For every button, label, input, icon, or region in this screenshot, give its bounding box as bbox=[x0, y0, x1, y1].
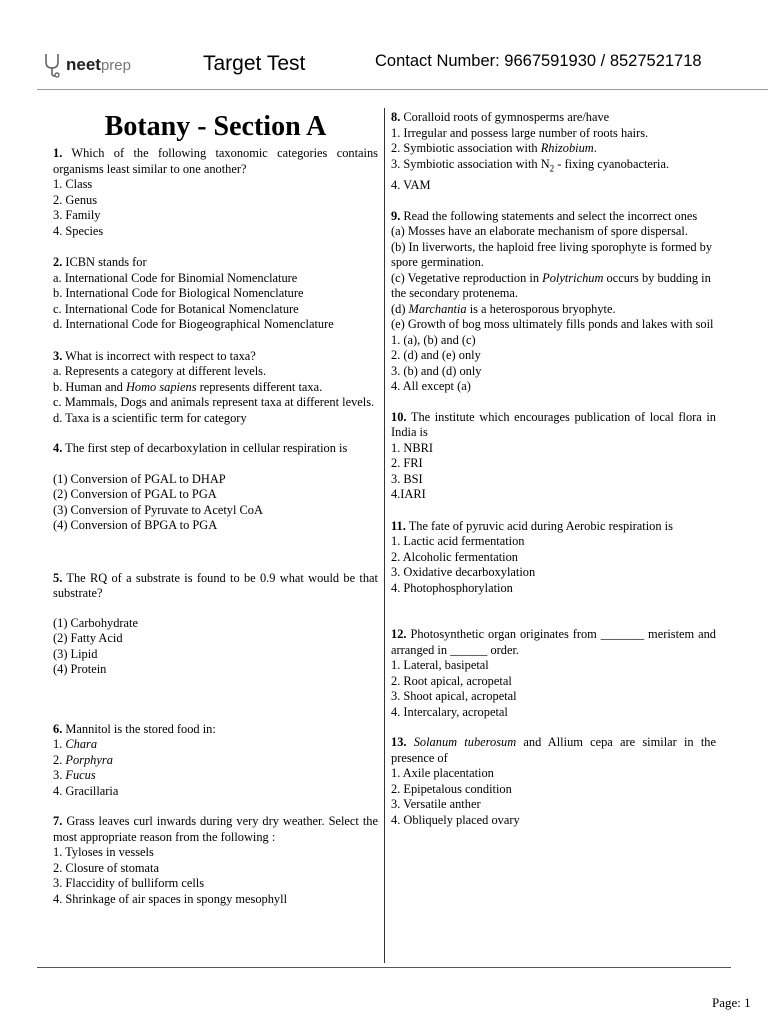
question-number: 3. bbox=[53, 348, 63, 363]
question-stem: Mannitol is the stored food in: bbox=[65, 721, 216, 736]
option: 2. (d) and (e) only bbox=[391, 348, 481, 363]
statement: (e) Growth of bog moss ultimately fills ponds and lakes with soil bbox=[391, 317, 714, 332]
statement: (a) Mosses have an elaborate mechanism of spore dispersal. bbox=[391, 224, 688, 239]
option: 1. Irregular and possess large number of roots hairs. bbox=[391, 125, 649, 140]
question-12 bbox=[391, 627, 716, 720]
question-13 bbox=[391, 735, 716, 828]
question-text bbox=[391, 410, 716, 441]
option: 1. NBRI bbox=[391, 440, 433, 455]
question-9 bbox=[391, 209, 716, 395]
question-4 bbox=[53, 441, 378, 534]
option: 2. Epipetalous condition bbox=[391, 781, 512, 796]
question-number: 10. bbox=[391, 409, 407, 424]
option-text: 3. Symbiotic association with N bbox=[391, 156, 550, 171]
option-text: b. Human and bbox=[53, 379, 126, 394]
statement bbox=[391, 302, 716, 318]
section-title: Botany - Section A bbox=[104, 111, 327, 142]
option: d. International Code for Biogeographical Nomenclature bbox=[53, 317, 334, 331]
question-stem: Photosynthetic organ originates from _______ meristem and arranged in ______ order. bbox=[391, 627, 716, 657]
option: 4. Intercalary, acropetal bbox=[391, 704, 508, 719]
option: 3. Oxidative decarboxylation bbox=[391, 565, 536, 580]
option: 1. Lateral, basipetal bbox=[391, 658, 489, 673]
option-italic: Porphyra bbox=[65, 752, 113, 767]
statement-text: (c) Vegetative reproduction in bbox=[391, 270, 543, 285]
question-text bbox=[391, 519, 716, 535]
option: (2) Conversion of PGAL to PGA bbox=[53, 487, 217, 501]
question-number: 5. bbox=[53, 570, 63, 585]
test-title: Target Test bbox=[203, 52, 306, 75]
option: 4. All except (a) bbox=[391, 379, 471, 394]
option: 2. FRI bbox=[391, 456, 423, 471]
question-text bbox=[53, 441, 378, 457]
option-text: 2. Symbiotic association with bbox=[391, 141, 541, 155]
option: 3. Versatile anther bbox=[391, 797, 481, 812]
question-11 bbox=[391, 519, 716, 597]
question-text bbox=[391, 735, 716, 766]
page-number: Page: 1 bbox=[712, 995, 751, 1010]
question-stem: Read the following statements and select the incorrect ones bbox=[403, 208, 698, 223]
question-5 bbox=[53, 571, 378, 678]
question-text bbox=[53, 255, 378, 271]
option: 3. (b) and (d) only bbox=[391, 363, 482, 378]
option-text: represents different taxa. bbox=[196, 379, 323, 394]
option: 4. Species bbox=[53, 223, 104, 238]
subscript: 2 bbox=[549, 162, 555, 173]
question-text bbox=[391, 110, 716, 126]
option: 1. Tyloses in vessels bbox=[53, 845, 154, 859]
option-italic: Homo sapiens bbox=[125, 379, 197, 394]
option: a. Represents a category at different levels. bbox=[53, 364, 267, 378]
logo-prep-text: prep bbox=[100, 56, 131, 74]
question-number: 12. bbox=[391, 627, 407, 642]
question-6 bbox=[53, 722, 378, 800]
option: (2) Fatty Acid bbox=[53, 631, 123, 645]
option: (4) Protein bbox=[53, 662, 107, 676]
question-number: 13. bbox=[391, 735, 407, 750]
option: a. International Code for Binomial Nomenclature bbox=[53, 270, 298, 285]
question-7 bbox=[53, 814, 378, 907]
stethoscope-icon bbox=[42, 52, 64, 78]
question-stem: and Allium cepa are similar in the presence of bbox=[391, 735, 716, 765]
question-text bbox=[53, 722, 378, 738]
question-stem: The fate of pyruvic acid during Aerobic respiration is bbox=[408, 518, 673, 533]
statement: (b) In liverworts, the haploid free living sporophyte is formed by spore germination. bbox=[391, 239, 713, 270]
option: 3. Shoot apical, acropetal bbox=[391, 689, 517, 704]
option: 1. (a), (b) and (c) bbox=[391, 332, 476, 347]
question-stem: Grass leaves curl inwards during very dry weather. Select the most appropriate reason from the following : bbox=[53, 814, 378, 844]
question-number: 11. bbox=[391, 518, 406, 533]
option: 3. Family bbox=[53, 208, 101, 222]
option: c. Mammals, Dogs and animals represent taxa at different levels. bbox=[53, 395, 375, 409]
left-column bbox=[53, 110, 378, 907]
contact-number: Contact Number: 9667591930 / 8527521718 bbox=[375, 52, 702, 70]
question-number: 7. bbox=[53, 814, 63, 828]
option: 1. Class bbox=[53, 177, 93, 191]
option: 4. VAM bbox=[391, 178, 431, 193]
statement-italic: Polytrichum bbox=[542, 270, 604, 285]
right-column bbox=[391, 110, 716, 828]
question-1 bbox=[53, 146, 378, 239]
statement-italic: Marchantia bbox=[408, 301, 467, 316]
question-stem: What is incorrect with respect to taxa? bbox=[65, 348, 256, 363]
neetprep-logo bbox=[42, 52, 131, 78]
question-number: 4. bbox=[53, 441, 63, 455]
option: (1) Conversion of PGAL to DHAP bbox=[53, 471, 226, 486]
option: 4. Obliquely placed ovary bbox=[391, 812, 520, 827]
option: 4. Shrinkage of air spaces in spongy mesophyll bbox=[53, 891, 288, 906]
logo-neet-text: neet bbox=[66, 55, 101, 74]
option: 4. Photophosphorylation bbox=[391, 580, 513, 595]
option bbox=[53, 768, 378, 784]
question-text bbox=[53, 146, 378, 177]
question-stem: ICBN stands for bbox=[65, 255, 147, 269]
option: 3. BSI bbox=[391, 471, 423, 486]
question-stem: Which of the following taxonomic categories contains organisms least similar to one another? bbox=[53, 146, 378, 176]
question-number: 2. bbox=[53, 255, 63, 269]
option-italic: Chara bbox=[65, 737, 98, 751]
option bbox=[391, 141, 716, 157]
option: 2. Alcoholic fermentation bbox=[391, 549, 518, 564]
statement bbox=[391, 271, 716, 302]
option: 4. Gracillaria bbox=[53, 783, 119, 798]
question-number: 9. bbox=[391, 208, 401, 223]
question-number: 8. bbox=[391, 110, 401, 124]
option-number: 1. bbox=[53, 737, 66, 751]
question-text bbox=[53, 814, 378, 845]
question-italic: Solanum tuberosum bbox=[413, 735, 517, 750]
column-divider bbox=[384, 108, 385, 963]
question-text bbox=[53, 571, 378, 602]
option: (4) Conversion of BPGA to PGA bbox=[53, 518, 218, 532]
option bbox=[53, 380, 378, 396]
option-number: 2. bbox=[53, 752, 66, 767]
question-stem: The first step of decarboxylation in cellular respiration is bbox=[65, 441, 348, 455]
option-text: - fixing cyanobacteria. bbox=[554, 156, 670, 171]
question-stem: The RQ of a substrate is found to be 0.9 what would be that substrate? bbox=[53, 570, 379, 600]
statement-text: occurs by budding in the secondary protenema. bbox=[391, 270, 711, 301]
question-text bbox=[391, 627, 716, 658]
question-number: 1. bbox=[53, 146, 63, 160]
question-10 bbox=[391, 410, 716, 503]
option-italic: Rhizobium bbox=[540, 141, 594, 155]
option: (3) Conversion of Pyruvate to Acetyl CoA bbox=[53, 502, 263, 517]
option: 1. Axile placentation bbox=[391, 766, 494, 781]
option bbox=[391, 157, 716, 177]
question-stem: The institute which encourages publication of local flora in India is bbox=[391, 409, 716, 440]
option: c. International Code for Botanical Nomenclature bbox=[53, 301, 299, 316]
option: 1. Lactic acid fermentation bbox=[391, 534, 525, 549]
question-stem: Coralloid roots of gymnosperms are/have bbox=[403, 110, 610, 124]
question-8 bbox=[391, 110, 716, 194]
option-number: 3. bbox=[53, 768, 66, 782]
option: (3) Lipid bbox=[53, 646, 98, 661]
question-2 bbox=[53, 255, 378, 333]
option-italic: Fucus bbox=[65, 768, 96, 782]
option: 2. Root apical, acropetal bbox=[391, 673, 512, 688]
footer-divider bbox=[37, 967, 731, 968]
question-3 bbox=[53, 349, 378, 427]
option: 3. Flaccidity of bulliform cells bbox=[53, 876, 205, 890]
question-text bbox=[53, 349, 378, 365]
header-divider bbox=[37, 89, 768, 90]
statement-text: is a heterosporous bryophyte. bbox=[466, 301, 616, 316]
option: (1) Carbohydrate bbox=[53, 615, 138, 630]
option bbox=[53, 737, 378, 753]
option: 2. Genus bbox=[53, 192, 98, 207]
question-number: 6. bbox=[53, 721, 63, 736]
option bbox=[53, 753, 378, 769]
statement-text: (d) bbox=[391, 301, 409, 316]
option: b. International Code for Biological Nomenclature bbox=[53, 286, 304, 300]
option-text: . bbox=[593, 141, 597, 155]
option: 2. Closure of stomata bbox=[53, 860, 159, 875]
option: d. Taxa is a scientific term for category bbox=[53, 410, 247, 425]
option: 4.IARI bbox=[391, 487, 426, 502]
question-text bbox=[391, 209, 716, 225]
